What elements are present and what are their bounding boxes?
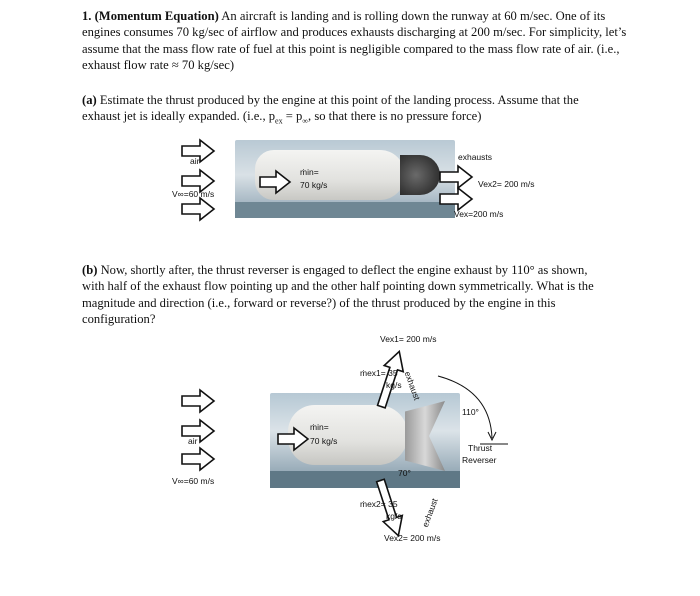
ground-b: [270, 471, 460, 488]
m-ex1-label-b-1: ṁex1= 35: [360, 368, 398, 378]
problem-intro: An aircraft is landing and is rolling down the runway at 60 m/sec. One of its engines consumes 70 kg/sec of airflow and produces exhausts discharging at 200 m/sec. For simplicity, let’s assume that the mass flow rate of fuel at this point is negligible compared to the mass flow rate of air. (i.e., exhaust flow rate ≈ 70 kg/sec): [82, 9, 627, 72]
part-b-label: (b): [82, 263, 98, 277]
figure-a: [160, 130, 580, 240]
part-a-question: [82, 92, 612, 130]
thrust-reverser-label-2: Reverser: [462, 455, 497, 465]
problem-statement: [82, 8, 627, 73]
exhaust-up-label-b: exhaust: [402, 370, 423, 402]
thrust-reverser-label-1: Thrust: [468, 443, 493, 453]
m-in-label-b-1: ṁin=: [310, 422, 329, 432]
v-ex-label-a: Vex=200 m/s: [454, 209, 504, 219]
m-ex2-label-b-2: kg/s: [386, 511, 402, 521]
incoming-air-arrows-a: [180, 138, 220, 228]
air-label-a: air: [190, 156, 200, 166]
part-a-text: Estimate the thrust produced by the engine at this point of the landing process. Assume that the exhaust jet is ideally expanded. (i.e., p: [82, 93, 579, 124]
exhaust-arrow-1: [440, 166, 472, 188]
m-ex2-label-b-1: ṁex2= 35: [360, 499, 398, 509]
v-inf-label-b: V∞=60 m/s: [172, 476, 215, 486]
part-b-question: [82, 262, 612, 327]
part-b-text: Now, shortly after, the thrust reverser is engaged to deflect the engine exhaust by 110° as shown, with half of the exhaust flow pointing up and the other half pointing down symmetrically. What is the magnitude and direction (i.e., forward or reverse?) of the thrust produced by the engine in this configuration?: [82, 263, 594, 326]
v-ex1-label-b: Vex1= 200 m/s: [380, 334, 437, 344]
part-a-mid: = p: [282, 109, 303, 124]
figure-b: [150, 330, 570, 555]
m-in-label-a-2: 70 kg/s: [300, 180, 328, 190]
part-a-sub-ex: ex: [275, 116, 283, 126]
air-label-b: air: [188, 436, 198, 446]
air-arrow-b-2: [182, 420, 214, 442]
inlet-arrow-a: [258, 169, 294, 195]
ground-a: [235, 202, 455, 218]
problem-number: 1.: [82, 9, 92, 23]
exhausts-label-a: exhausts: [458, 152, 493, 162]
problem-title: (Momentum Equation): [94, 9, 219, 23]
inlet-arrow-b: [276, 426, 312, 452]
m-in-label-b-2: 70 kg/s: [310, 436, 338, 446]
air-arrow-3: [182, 198, 214, 220]
m-in-label-a-1: ṁin=: [300, 167, 319, 177]
exhaust-arrow-2: [440, 188, 472, 210]
part-a-sub-inf: ∞: [302, 116, 309, 126]
v-inf-label-a: V∞=60 m/s: [172, 189, 215, 199]
angle-70-label: 70°: [398, 468, 411, 478]
m-ex1-label-b-2: kg/s: [386, 380, 402, 390]
exhaust-down-label-b: exhaust: [420, 497, 440, 529]
part-a-label: (a): [82, 93, 97, 107]
air-arrow-b-1: [182, 390, 214, 412]
nozzle-a: [400, 155, 440, 195]
angle-110-label: 110°: [462, 407, 479, 417]
part-a-end: , so that there is no pressure force): [308, 109, 482, 124]
air-arrow-b-3: [182, 448, 214, 470]
v-ex2-label-a: Vex2= 200 m/s: [478, 179, 535, 189]
v-ex2-label-b: Vex2= 200 m/s: [384, 533, 441, 543]
incoming-air-arrows-b: [180, 388, 220, 478]
